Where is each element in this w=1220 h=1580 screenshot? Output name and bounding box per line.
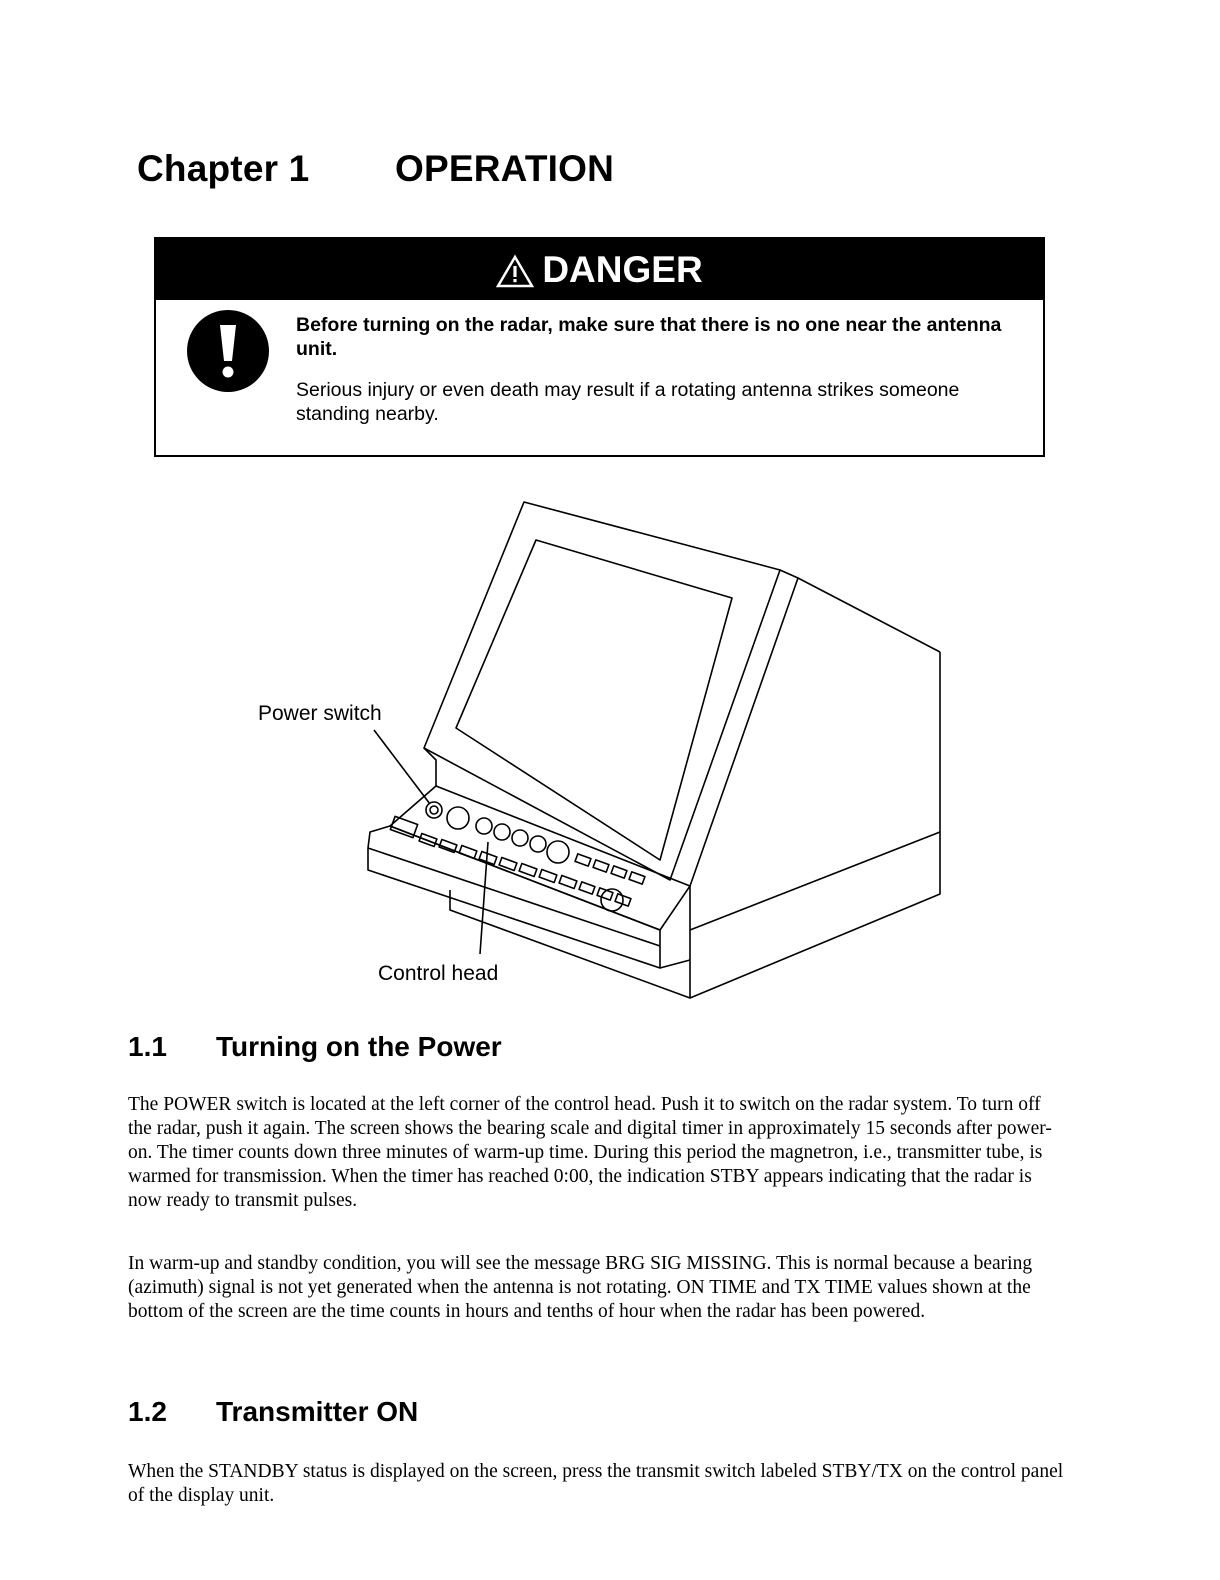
radar-display-figure [240,490,960,1010]
warning-triangle-icon [496,254,534,288]
danger-bold-text: Before turning on the radar, make sure that there is no one near the antenna unit. [296,314,1002,360]
danger-text [296,313,1026,426]
section-heading-1-2 [128,1396,418,1428]
chapter-heading [137,148,614,190]
section-title: Turning on the Power [216,1031,502,1062]
section-1-1-paragraph-2: In warm-up and standby condition, you will see the message BRG SIG MISSING. This is normal because a bearing (azimuth) signal is not yet generated when the antenna is not rotating. ON TIME and TX TIME values shown at the bottom of the screen are the time counts in hours and tenths of hour when the radar has been powered. [128,1253,1033,1322]
danger-label: DANGER [542,248,703,290]
danger-header [156,239,1043,300]
control-head-label: Control head [378,962,499,985]
section-heading-1-1 [128,1031,502,1063]
section-1-2-paragraph-1: When the STANDBY status is displayed on the screen, press the transmit switch labeled STBY/TX on the control panel of the display unit. [128,1461,1064,1506]
chapter-number: Chapter 1 [137,148,310,189]
chapter-title: OPERATION [395,148,615,189]
radar-display-illustration [240,490,960,1010]
section-number: 1.2 [128,1396,167,1427]
section-title: Transmitter ON [216,1396,419,1427]
danger-body-text: Serious injury or even death may result if a rotating antenna strikes someone standing nearby. [296,379,960,425]
power-switch-label: Power switch [258,702,382,725]
section-number: 1.1 [128,1031,167,1062]
danger-box [154,237,1045,457]
section-1-1-paragraph-1: The POWER switch is located at the left corner of the control head. Push it to switch on the radar system. To turn off the radar, push it again. The screen shows the bearing scale and digital timer in approximately 15 seconds after power-on. The timer counts down three minutes of warm-up time. During this period the magnetron, i.e., transmitter tube, is warmed for transmission. When the timer has reached 0:00, the indication STBY appears indicating that the radar is now ready to transmit pulses. [128,1094,1052,1211]
exclamation-circle-icon [186,309,270,393]
